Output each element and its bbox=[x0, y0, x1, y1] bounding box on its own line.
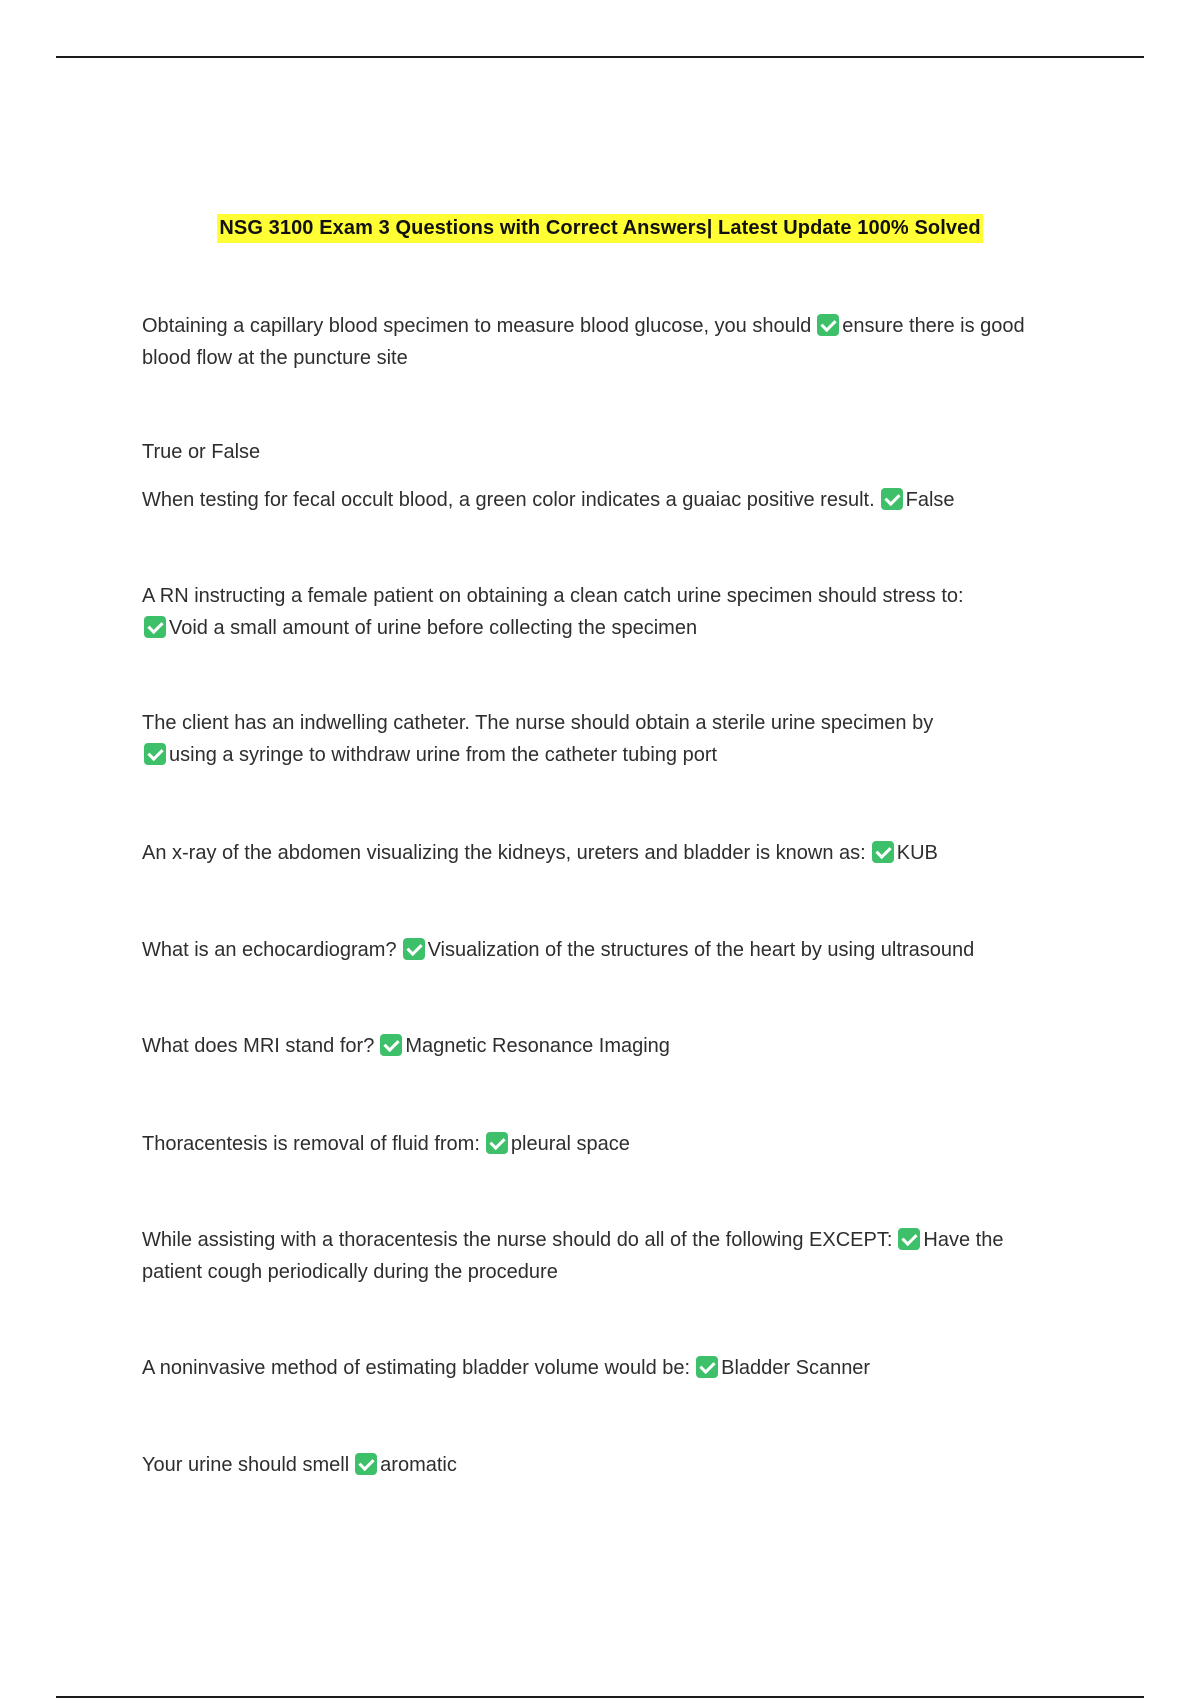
answer-text: ensure there is good blood flow at the puncture site bbox=[142, 315, 1025, 369]
qa-item bbox=[142, 580, 1062, 644]
question-text: What does MRI stand for? bbox=[142, 1035, 375, 1057]
check-icon bbox=[403, 938, 425, 960]
check-icon bbox=[144, 743, 166, 765]
question-text: While assisting with a thoracentesis the nurse should do all of the following EXCEPT: bbox=[142, 1229, 893, 1251]
top-rule bbox=[56, 56, 1144, 58]
check-icon bbox=[898, 1228, 920, 1250]
qa-item bbox=[142, 436, 1062, 516]
question-text: An x-ray of the abdomen visualizing the kidneys, ureters and bladder is known as: bbox=[142, 842, 866, 864]
qa-item bbox=[142, 1030, 1062, 1062]
question-prefix: True or False bbox=[142, 441, 261, 463]
check-icon bbox=[696, 1356, 718, 1378]
bottom-rule bbox=[56, 1696, 1144, 1698]
question-text: The client has an indwelling catheter. The nurse should obtain a sterile urine specimen by bbox=[142, 712, 934, 734]
check-icon bbox=[817, 314, 839, 336]
answer-text: Bladder Scanner bbox=[721, 1357, 871, 1379]
answer-text: using a syringe to withdraw urine from the catheter tubing port bbox=[169, 744, 718, 766]
qa-item bbox=[142, 310, 1062, 374]
check-icon bbox=[872, 841, 894, 863]
check-icon bbox=[355, 1453, 377, 1475]
document-title: NSG 3100 Exam 3 Questions with Correct Answers| Latest Update 100% Solved bbox=[217, 214, 982, 243]
qa-item bbox=[142, 1352, 1062, 1384]
question-text: When testing for fecal occult blood, a green color indicates a guaiac positive result. bbox=[142, 489, 875, 511]
question-text: What is an echocardiogram? bbox=[142, 939, 397, 961]
qa-item bbox=[142, 1128, 1062, 1160]
question-text: Your urine should smell bbox=[142, 1454, 350, 1476]
qa-item bbox=[142, 1224, 1062, 1288]
qa-item bbox=[142, 934, 1062, 966]
answer-text: aromatic bbox=[380, 1454, 457, 1476]
answer-text: KUB bbox=[896, 842, 938, 864]
qa-item bbox=[142, 1449, 1062, 1481]
question-text: A noninvasive method of estimating bladder volume would be: bbox=[142, 1357, 691, 1379]
check-icon bbox=[144, 616, 166, 638]
qa-item bbox=[142, 707, 1062, 771]
question-text: A RN instructing a female patient on obtaining a clean catch urine specimen should stress to: bbox=[142, 585, 964, 607]
question-text: Thoracentesis is removal of fluid from: bbox=[142, 1133, 480, 1155]
answer-text: False bbox=[905, 489, 955, 511]
answer-text: pleural space bbox=[510, 1133, 630, 1155]
answer-text: Have the patient cough periodically during the procedure bbox=[142, 1229, 1004, 1283]
answer-text: Void a small amount of urine before collecting the specimen bbox=[169, 617, 698, 639]
check-icon bbox=[380, 1034, 402, 1056]
answer-text: Magnetic Resonance Imaging bbox=[405, 1035, 670, 1057]
question-text: Obtaining a capillary blood specimen to measure blood glucose, you should bbox=[142, 315, 812, 337]
answer-text: Visualization of the structures of the heart by using ultrasound bbox=[427, 939, 975, 961]
check-icon bbox=[486, 1132, 508, 1154]
title-container bbox=[0, 214, 1200, 243]
qa-item bbox=[142, 837, 1062, 869]
check-icon bbox=[881, 488, 903, 510]
